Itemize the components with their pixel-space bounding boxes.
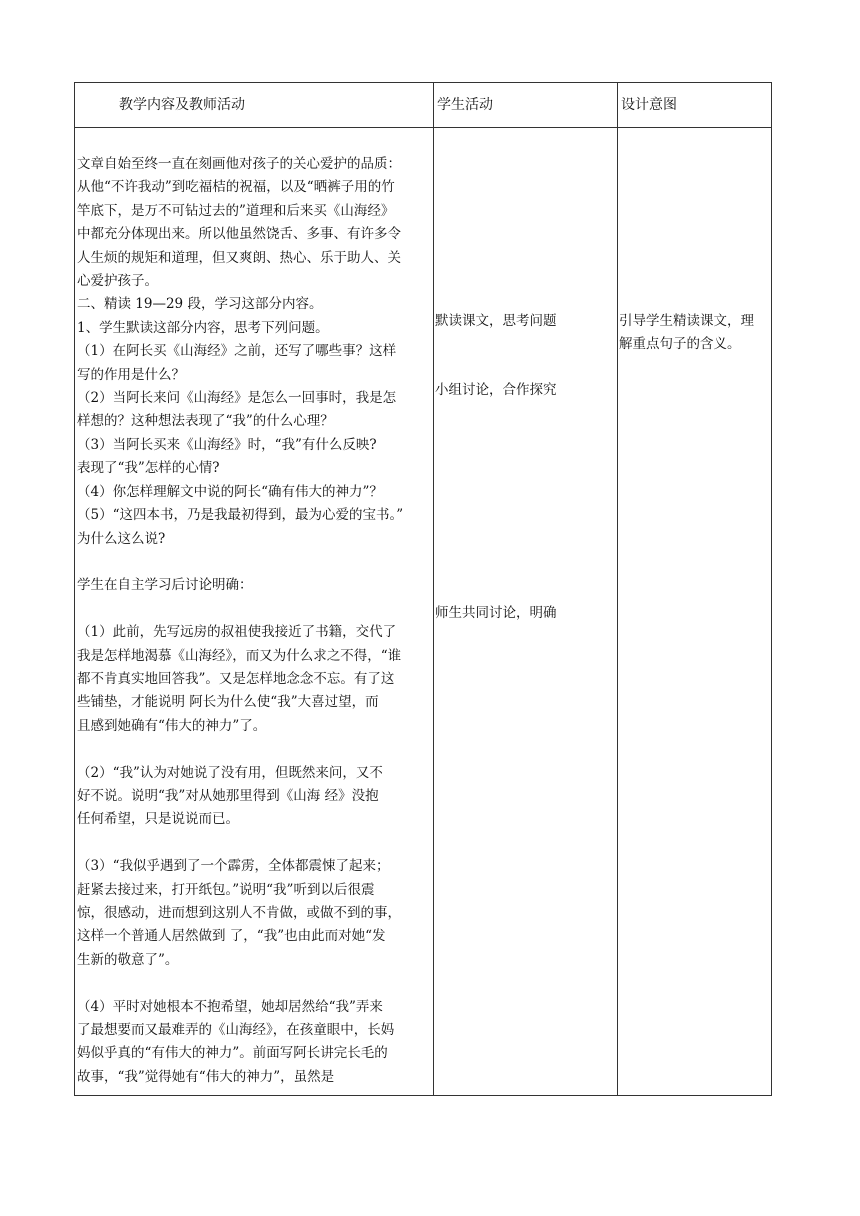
content-line: 惊，很感动，进而想到这别人不肯做，或做不到的事， xyxy=(77,904,401,921)
content-line: 写的作用是什么？ xyxy=(77,366,185,383)
content-line: 为什么这么说? xyxy=(77,530,166,547)
content-line: 心爱护孩子。 xyxy=(77,273,158,290)
content-line: （4）你怎样理解文中说的阿长“确有伟大的神力”？ xyxy=(77,483,383,500)
blank-line xyxy=(77,972,432,995)
blank-line xyxy=(77,832,432,855)
content-line: 学生在自主学习后讨论明确： xyxy=(77,577,253,594)
content-line: 些铺垫，才能说明 阿长为什么使“我”大喜过望，而 xyxy=(77,694,379,711)
content-line: 了最想要而又最难弄的《山海经》，在孩童眼中，长妈 xyxy=(77,1021,395,1038)
content-line: 二、精读 19—29 段，学习这部分内容。 xyxy=(77,296,323,313)
design-intent-line: 引导学生精读课文，理 xyxy=(619,313,754,329)
student-activity-item: 默读课文，思考问题 xyxy=(435,313,557,329)
content-line: 妈似乎真的“有伟大的神力”。前面写阿长讲完长毛的 xyxy=(77,1045,388,1062)
column-divider-2 xyxy=(617,83,618,1095)
content-line: 故事，“我”觉得她有“伟大的神力”，虽然是 xyxy=(77,1068,335,1085)
design-intent-line: 解重点句子的含义。 xyxy=(619,336,741,353)
design-intent-cell xyxy=(619,310,754,357)
content-line: 这样一个普通人居然做到 了，“我”也由此而对她“发 xyxy=(77,928,386,945)
content-line: 都不肯真实地回答我”。又是怎样地念念不忘。有了这 xyxy=(77,670,395,687)
content-line: （3）“我似乎遇到了一个霹雳，全体都震悚了起来； xyxy=(77,858,390,875)
content-line: 从他“不许我动”到吃福桔的祝福，以及“晒裤子用的竹 xyxy=(77,179,395,196)
content-line: 样想的？这种想法表现了“我”的什么心理？ xyxy=(77,413,334,430)
header-design-intent: 设计意图 xyxy=(621,97,677,113)
content-line: （1）在阿长买《山海经》之前，还写了哪些事？这样 xyxy=(77,343,397,360)
content-line: （1）此前，先写远房的叔祖使我接近了书籍，交代了 xyxy=(77,624,397,641)
content-line: （4）平时对她根本不抱希望，她却居然给“我”弄来 xyxy=(77,998,383,1015)
content-line: 任何希望，只是说说而已。 xyxy=(77,811,239,828)
column-divider-1 xyxy=(433,83,434,1095)
content-line: 表现了“我”怎样的心情? xyxy=(77,460,220,477)
content-line: 1、学生默读这部分内容，思考下列问题。 xyxy=(77,319,329,336)
content-line: （2）“我”认为对她说了没有用，但既然来问，又不 xyxy=(77,764,383,781)
content-line: 竿底下，是万不可钻过去的”道理和后来买《山海经》 xyxy=(77,202,395,219)
content-line: 赶紧去接过来，打开纸包。”说明“我”听到以后很震 xyxy=(77,881,375,898)
blank-line xyxy=(77,551,432,574)
content-line: （3）当阿长买来《山海经》时，“我”有什么反映? xyxy=(77,436,377,453)
content-line: 中都充分体现出来。所以他虽然饶舌、多事、有许多令 xyxy=(77,226,401,243)
content-line: 文章自始至终一直在刻画他对孩子的关心爱护的品质： xyxy=(77,156,401,172)
header-student-activity: 学生活动 xyxy=(437,97,493,113)
student-activity-item: 师生共同讨论，明确 xyxy=(435,605,557,621)
content-line: 生新的敬意了”。 xyxy=(77,951,179,968)
content-line: 人生烦的规矩和道理，但又爽朗、热心、乐于助人、关 xyxy=(77,249,401,266)
blank-line xyxy=(77,738,432,761)
content-line: （5）“这四本书，乃是我最初得到，最为心爱的宝书。” xyxy=(77,507,404,524)
content-line: 好不说。说明“我”对从她那里得到《山海 经》没抱 xyxy=(77,787,379,804)
content-line: 我是怎样地渴慕《山海经》，而又为什么求之不得，“谁 xyxy=(77,647,402,664)
header-row-divider xyxy=(75,127,771,128)
teaching-content-cell xyxy=(77,153,432,1089)
blank-line xyxy=(77,598,432,621)
content-line: （2）当阿长来问《山海经》是怎么一回事时，我是怎 xyxy=(77,390,397,407)
content-line: 且感到她确有“伟大的神力”了。 xyxy=(77,717,267,734)
header-teaching-content: 教学内容及教师活动 xyxy=(119,97,245,113)
lesson-plan-table xyxy=(74,82,772,1096)
student-activity-item: 小组讨论，合作探究 xyxy=(435,382,557,398)
